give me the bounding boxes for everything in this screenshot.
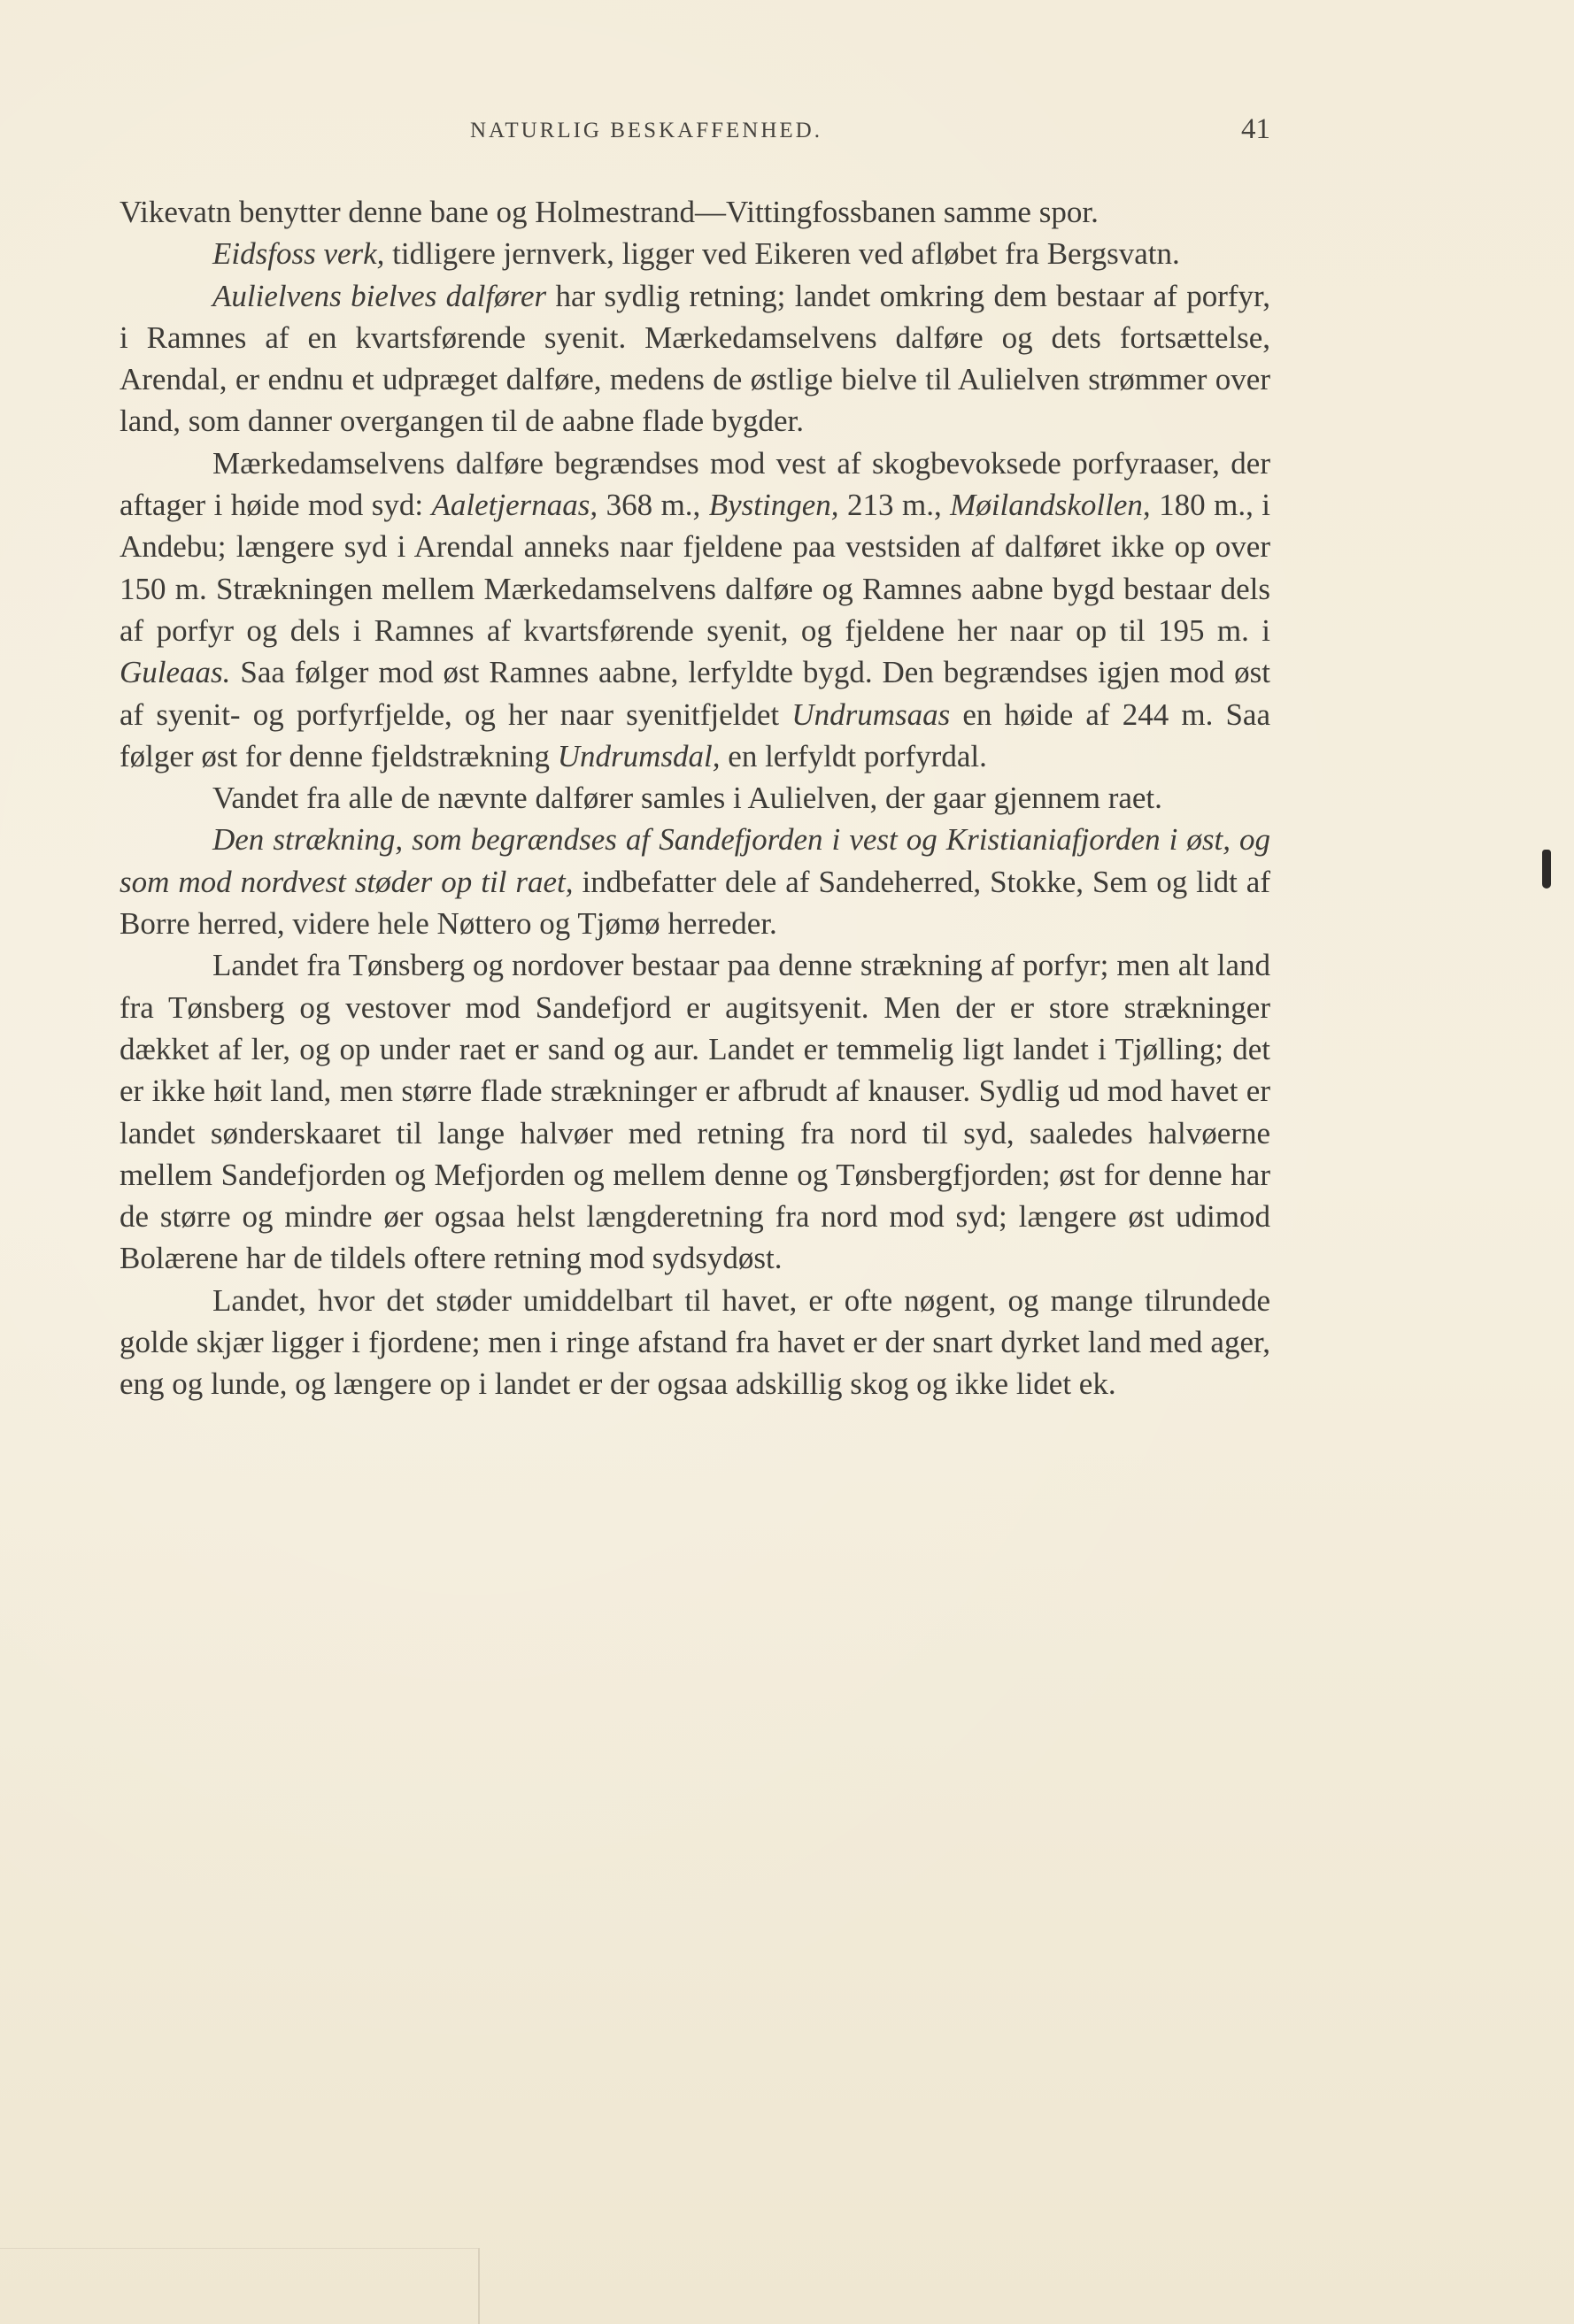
paragraph [120,777,1270,819]
text-segment-italic: Aulielvens bielves dalfører [212,278,547,313]
text-segment: en høide af 244 m. Saa følger øst for denne fjeldstrækning [120,696,1270,773]
text-segment: Vandet fra alle de nævnte dalfører samles i Aulielven, der gaar gjennem raet. [212,781,1162,816]
text-segment: Landet fra Tønsberg og nordover bestaar paa denne strækning af porfyr; men alt land fra Tønsberg og vestover mod Sandefjord er augitsyenit. Men der er store strækninger dækket af ler, og op under raet er sand og aur. Landet er temmelig ligt landet i Tjølling; det er ikke høit land, men større flade strækninger er afbrudt af knauser. Sydlig ud mod havet er landet sønderskaaret til lange halvøer med retning fra nord til syd, saaledes halvøerne mellem Sandefjorden og Mefjorden og mellem denne og Tønsbergfjorden; øst for denne har de større og mindre øer ogsaa helst længderetning fra nord mod syd; længere øst udimod Bolærene har de tildels oftere retning mod sydsydøst. [120,948,1270,1276]
margin-ink-mark [1542,850,1551,889]
text-segment: har sydlig retning; landet omkring dem bestaar af porfyr, i Ramnes af en kvartsførende syenit. Mærkedamselvens dalføre og dets fortsættelse, Arendal, er endnu et udpræget dalføre, medens de østlige bielve til Aulielven strømmer over land, som danner overgangen til de aabne flade bygder. [120,278,1271,439]
running-head: NATURLIG BESKAFFENHED. [470,119,822,142]
page-header [120,113,1270,152]
text-segment: Saa følger mod øst Ramnes aabne, lerfyldte bygd. Den begrændses igjen mod øst af syenit- og porfyrfjelde, og her naar syenitfjeldet [120,655,1270,732]
text-segment: 213 m., [838,488,951,523]
text-segment-italic: Bystingen, [708,488,839,523]
body-text [120,191,1270,1405]
text-segment-italic: Eidsfoss verk, [212,236,385,272]
text-segment: en lerfyldt porfyrdal. [720,738,987,773]
paragraph [120,944,1270,1279]
page-fold-line [0,2248,478,2249]
paragraph [120,233,1270,274]
page-fold-line [478,2248,480,2324]
text-segment-italic: Guleaas. [120,655,231,690]
paragraph [120,275,1270,442]
text-segment-italic: Aaletjernaas, [431,488,598,523]
text-segment: Landet, hvor det støder umiddelbart til havet, er ofte nøgent, og mange tilrundede golde skjær ligger i fjordene; men i ringe afstand fra havet er der snart dyrket land med ager, eng og lunde, og længere op i landet er der ogsaa adskillig skog og ikke lidet ek. [120,1282,1270,1402]
text-segment: 180 m., i Andebu; længere syd i Arendal anneks naar fjeldene paa vestsiden af dalføret ikke op over 150 m. Strækningen mellem Mærkedamselvens dalføre og Ramnes aabne bygd bestaar dels af porfyr og dels i Ramnes af kvartsførende syenit, og fjeldene her naar op til 195 m. i [120,488,1271,648]
text-segment: Vikevatn benytter denne bane og Holmestrand—Vittingfossbanen samme spor. [120,195,1099,229]
paragraph [120,191,1270,233]
text-segment-italic: Den strækning, som begrændses af Sandefjorden i vest og Kristianiafjorden i øst, og som mod nordvest støder op til raet, [120,822,1270,899]
text-segment: tidligere jernverk, ligger ved Eikeren ved afløbet fra Bergsvatn. [384,236,1180,272]
text-segment-italic: Møilandskollen, [950,488,1151,523]
paragraph [120,442,1270,777]
text-segment: indbefatter dele af Sandeherred, Stokke, Sem og lidt af Borre herred, videre hele Nøttero og Tjømø herreder. [120,864,1271,942]
text-segment-italic: Undrumsdal, [557,738,721,773]
page-number: 41 [1241,113,1270,145]
text-segment: 368 m., [598,488,709,523]
text-segment: Mærkedamselvens dalføre begrændses mod vest af skogbevoksede porfyraaser, der aftager i høide mod syd: [120,445,1270,523]
text-segment-italic: Undrumsaas [791,696,951,732]
paragraph [120,819,1270,944]
paragraph [120,1280,1270,1405]
